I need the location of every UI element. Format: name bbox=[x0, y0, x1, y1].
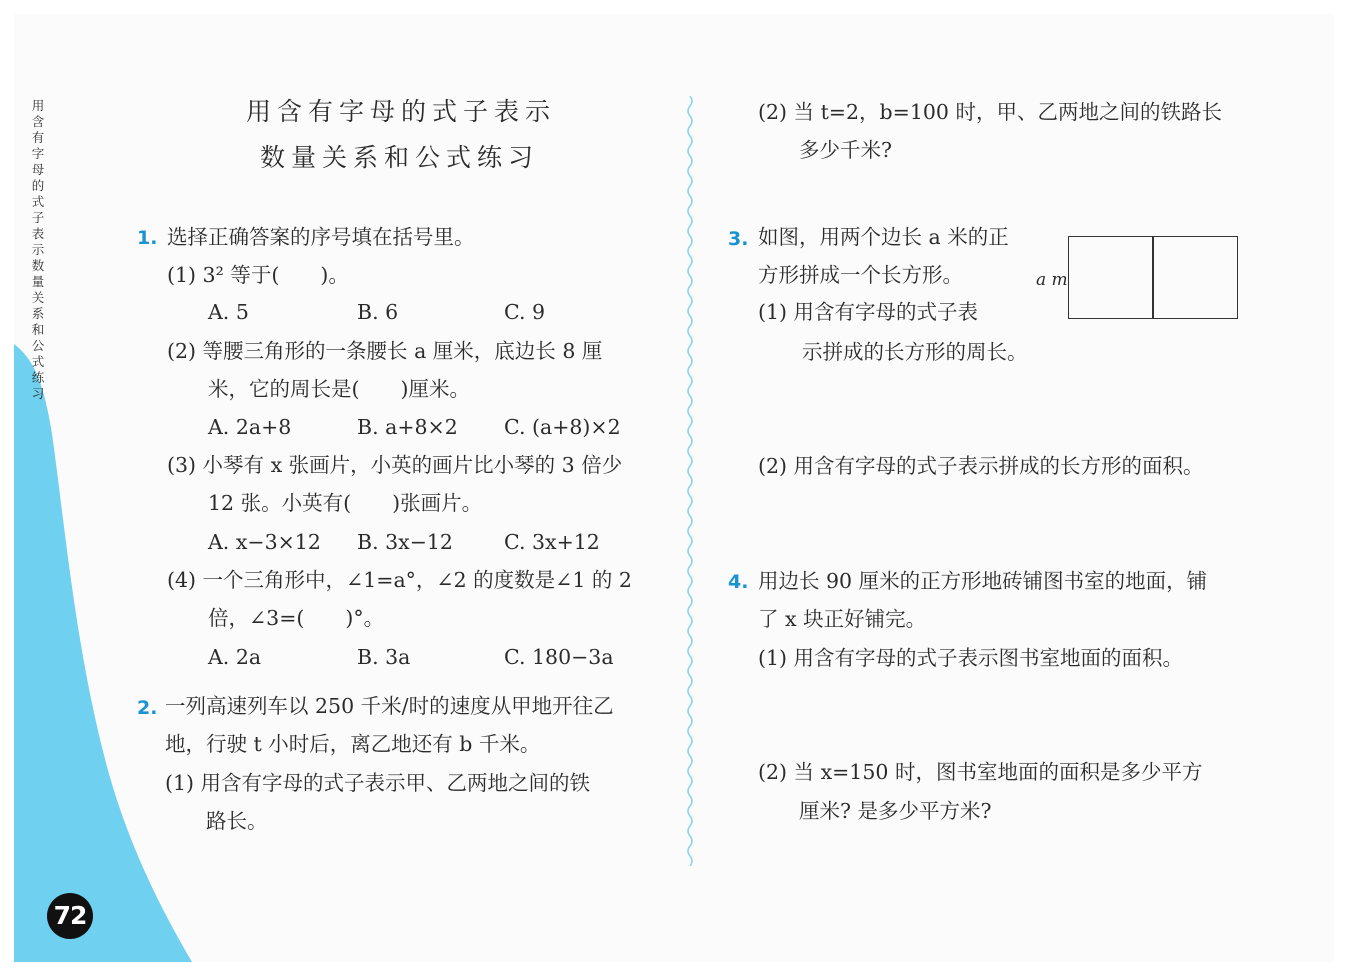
q1-stem: 选择正确答案的序号填在括号里。 bbox=[167, 225, 475, 249]
figure-square-right bbox=[1152, 236, 1238, 319]
q3-2: (2) 用含有字母的式子表示拼成的长方形的面积。 bbox=[758, 454, 1204, 478]
q2-1-line1: (1) 用含有字母的式子表示甲、乙两地之间的铁 bbox=[165, 771, 591, 795]
q1-2-option-a: A. 2a+8 bbox=[208, 415, 292, 439]
q1-1-option-b: B. 6 bbox=[357, 300, 399, 324]
q1-number: 1. bbox=[137, 227, 158, 249]
q2-number: 2. bbox=[137, 697, 158, 719]
q1-1-option-c: C. 9 bbox=[504, 300, 546, 324]
q4-1: (1) 用含有字母的式子表示图书室地面的面积。 bbox=[758, 646, 1184, 670]
q1-3-line2: 12 张。小英有( )张画片。 bbox=[208, 491, 483, 515]
q2-1-line2: 路长。 bbox=[206, 809, 268, 833]
q4-2-line2: 厘米? 是多少平方米? bbox=[799, 799, 992, 823]
q1-4-option-a: A. 2a bbox=[208, 645, 262, 669]
q4-line2: 了 x 块正好铺完。 bbox=[758, 607, 927, 631]
q1-3-option-a: A. x−3×12 bbox=[208, 530, 321, 554]
q2-line2: 地，行驶 t 小时后，离乙地还有 b 千米。 bbox=[165, 732, 541, 756]
page-number: 72 bbox=[47, 893, 93, 939]
q1-3-option-b: B. 3x−12 bbox=[357, 530, 453, 554]
page-title-line1: 用含有字母的式子表示 bbox=[246, 97, 557, 126]
q1-4-line2: 倍，∠3=( )°。 bbox=[208, 606, 385, 630]
figure-square-left bbox=[1068, 236, 1154, 319]
side-title: 用含有字母的式子表示数量关系和公式练习 bbox=[31, 98, 45, 401]
q3-1-line1: (1) 用含有字母的式子表 bbox=[758, 300, 979, 324]
q2-2-line1: (2) 当 t=2，b=100 时，甲、乙两地之间的铁路长 bbox=[758, 100, 1222, 124]
figure-side-label: a m bbox=[1036, 270, 1068, 290]
q3-1-line2: 示拼成的长方形的周长。 bbox=[802, 340, 1028, 364]
q1-3-option-c: C. 3x+12 bbox=[504, 530, 600, 554]
q1-1-stem: (1) 3² 等于( )。 bbox=[167, 263, 349, 287]
q4-2-line1: (2) 当 x=150 时，图书室地面的面积是多少平方 bbox=[758, 760, 1203, 784]
q4-line1: 用边长 90 厘米的正方形地砖铺图书室的地面，铺 bbox=[758, 569, 1208, 593]
q1-2-line2: 米，它的周长是( )厘米。 bbox=[208, 377, 470, 401]
q1-4-option-b: B. 3a bbox=[357, 645, 411, 669]
q2-2-line2: 多少千米? bbox=[799, 138, 892, 162]
column-divider bbox=[684, 96, 696, 866]
q4-number: 4. bbox=[728, 571, 749, 593]
q3-number: 3. bbox=[728, 228, 749, 250]
q1-2-option-b: B. a+8×2 bbox=[357, 415, 458, 439]
q3-line1: 如图，用两个边长 a 米的正 bbox=[758, 225, 1009, 249]
page-title-line2: 数量关系和公式练习 bbox=[260, 143, 540, 172]
q1-1-option-a: A. 5 bbox=[208, 300, 249, 324]
q1-2-option-c: C. (a+8)×2 bbox=[504, 415, 621, 439]
q2-line1: 一列高速列车以 250 千米/时的速度从甲地开往乙 bbox=[165, 694, 614, 718]
q1-4-option-c: C. 180−3a bbox=[504, 645, 614, 669]
q1-4-line1: (4) 一个三角形中，∠1=a°，∠2 的度数是∠1 的 2 bbox=[167, 568, 632, 592]
q1-3-line1: (3) 小琴有 x 张画片，小英的画片比小琴的 3 倍少 bbox=[167, 453, 623, 477]
q1-2-line1: (2) 等腰三角形的一条腰长 a 厘米，底边长 8 厘 bbox=[167, 339, 603, 363]
q3-line2: 方形拼成一个长方形。 bbox=[758, 263, 963, 287]
